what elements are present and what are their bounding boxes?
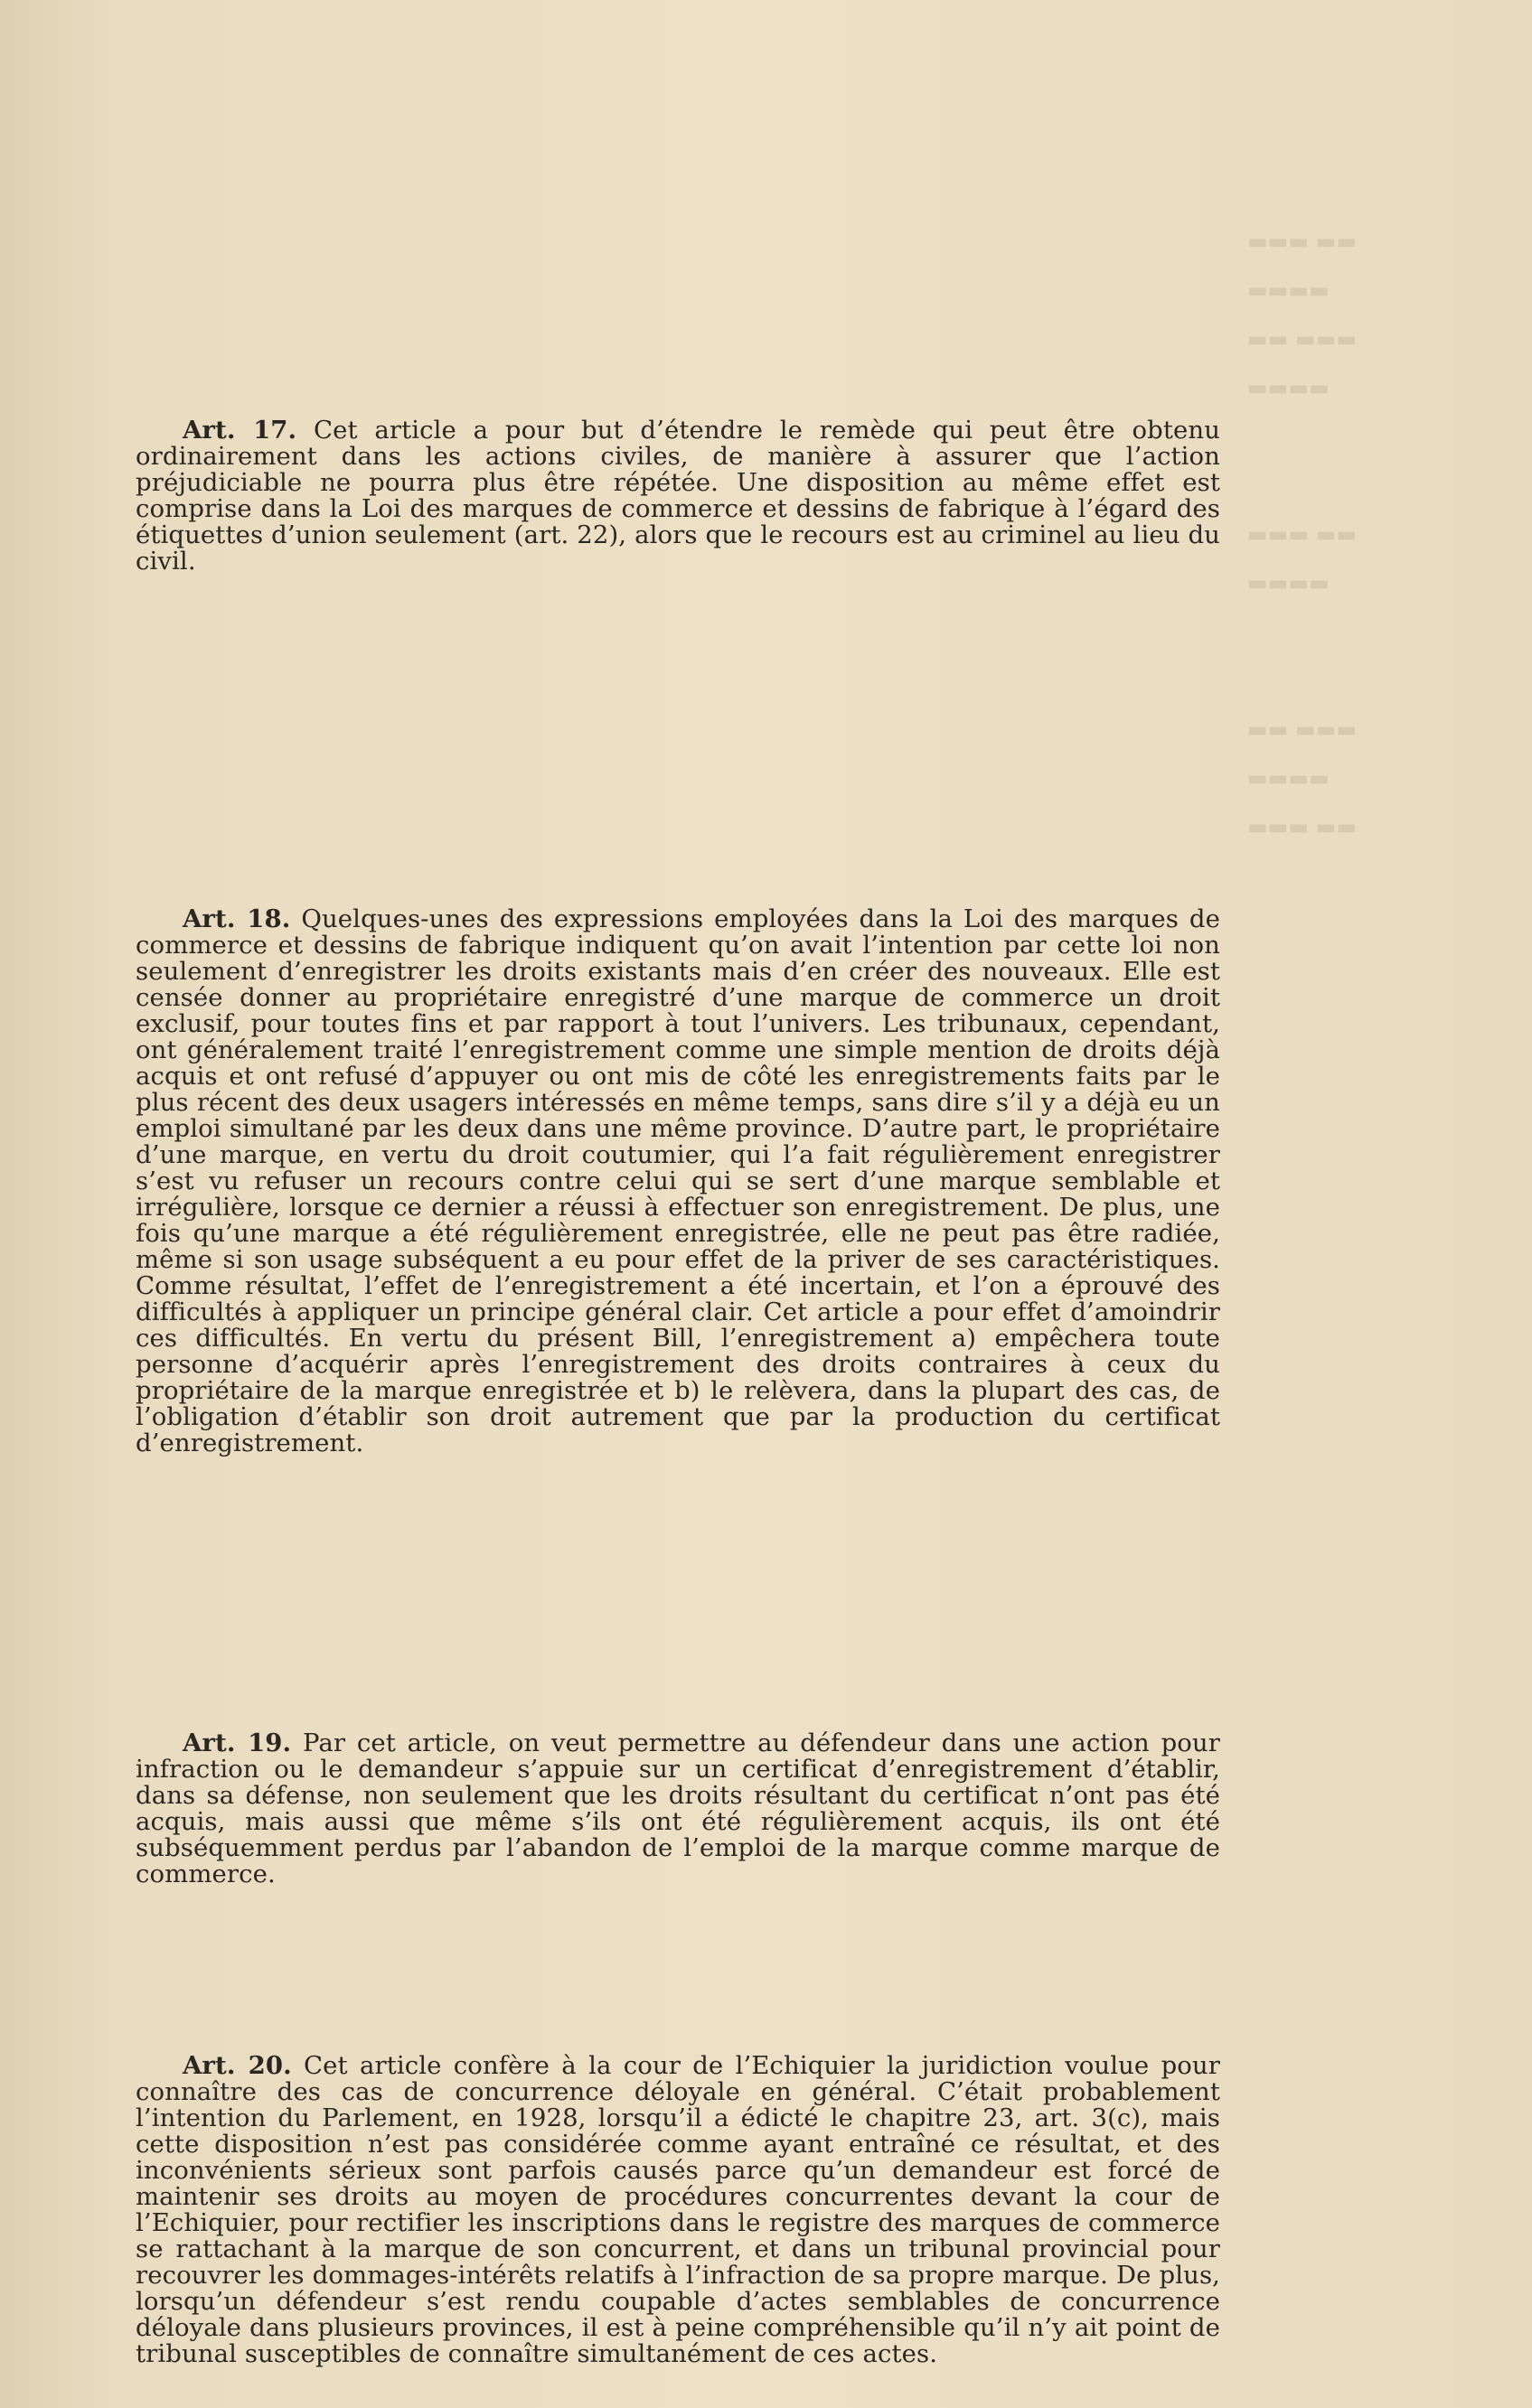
bleed-through-texture: ▬▬▬ ▬▬ ▬▬▬▬ ▬▬ ▬▬▬ ▬▬▬▬ ▬▬▬ ▬▬ ▬▬▬▬ ▬▬ ▬▬▬ ▬▬▬▬ ▬▬▬ ▬▬ [1247,229,1358,839]
article-19 [136,1730,1220,1888]
article-17-paragraph [136,417,1220,575]
article-18-label: Art. 18. [183,904,291,933]
article-20-paragraph [136,2053,1220,2367]
article-19-label: Art. 19. [183,1729,292,1757]
article-20 [136,2053,1220,2367]
article-17 [136,417,1220,575]
article-17-label: Art. 17. [183,416,297,445]
article-18-text: Quelques-unes des expressions employées dans la Loi des marques de commerce et dessins de fabrique indiquent qu’on avait l’intention par cette loi non seulement d’enregistrer les droits existants mais d’en créer des nouveaux. Elle est censée donner au propriétaire enregistré d’une marque de commerce un droit exclusif, pour toutes fins et par rapport à tout l’univers. Les tribunaux, cependant, ont généralement traité l’enregistrement comme une simple mention de droits déjà acquis et ont refusé d’appuyer ou ont mis de côté les enregistrements faits par le plus récent des deux usagers intéressés en même temps, sans dire s’il y a déjà eu un emploi simultané par les deux dans une même province. D’autre part, le propriétaire d’une marque, en vertu du droit coutumier, qui l’a fait régulièrement enregistrer s’est vu refuser un recours contre celui qui se sert d’une marque semblable et irrégulière, lorsque ce dernier a réussi à effectuer son enregistrement. De plus, une fois qu’une marque a été régulièrement enregistrée, elle ne peut pas être radiée, même si son usage subséquent a eu pour effet de la priver de ses caractéristiques. Comme résultat, l’effet de l’enregistrement a été incertain, et l’on a éprouvé des difficultés à appliquer un principe général clair. Cet article a pour effet d’amoindrir ces difficultés. En vertu du présent Bill, l’enregistrement a) empêchera toute personne d’acquérir après l’enregistrement des droits contraires à ceux du propriétaire de la marque enregistrée et b) le relèvera, dans la plupart des cas, de l’obligation d’établir son droit autrement que par la production du certificat d’enregistrement. [136,904,1221,1457]
article-18-paragraph [136,906,1220,1457]
article-19-text: Par cet article, on veut permettre au défendeur dans une action pour infraction ou le demandeur s’appuie sur un certificat d’enregistrement d’établir, dans sa défense, non seulement que les droits résultant du certificat n’ont pas été acquis, mais aussi que même s’ils ont été régulièrement acquis, ils ont été subséquemment perdus par l’abandon de l’emploi de la marque comme marque de commerce. [136,1729,1220,1888]
article-19-paragraph [136,1730,1220,1888]
article-17-text: Cet article a pour but d’étendre le remède qui peut être obtenu ordinairement dans les actions civiles, de manière à assurer que l’action préjudiciable ne pourra plus être répétée. Une disposition au même effet est comprise dans la Loi des marques de commerce et dessins de fabrique à l’égard des étiquettes d’union seulement (art. 22), alors que le recours est au criminel au lieu du civil. [136,416,1220,576]
article-18 [136,906,1220,1457]
article-20-label: Art. 20. [183,2051,292,2080]
article-20-text: Cet article confère à la cour de l’Echiquier la juridiction voulue pour connaître des cas de concurrence déloyale en général. C’était probablement l’intention du Parlement, en 1928, lorsqu’il a édicté le chapitre 23, art. 3(c), mais cette disposition n’est pas considérée comme ayant entraîné ce résultat, et des inconvénients sérieux sont parfois causés parce qu’un demandeur est forcé de maintenir ses droits au moyen de procédures concurrentes devant la cour de l’Echiquier, pour rectifier les inscriptions dans le registre des marques de commerce se rattachant à la marque de son concurrent, et dans un tribunal provincial pour recouvrer les dommages-intérêts relatifs à l’infraction de sa propre marque. De plus, lorsqu’un défendeur s’est rendu coupable d’actes semblables de concurrence déloyale dans plusieurs provinces, il est à peine compréhensible qu’il n’y ait point de tribunal susceptibles de connaître simultanément de ces actes. [136,2051,1220,2368]
